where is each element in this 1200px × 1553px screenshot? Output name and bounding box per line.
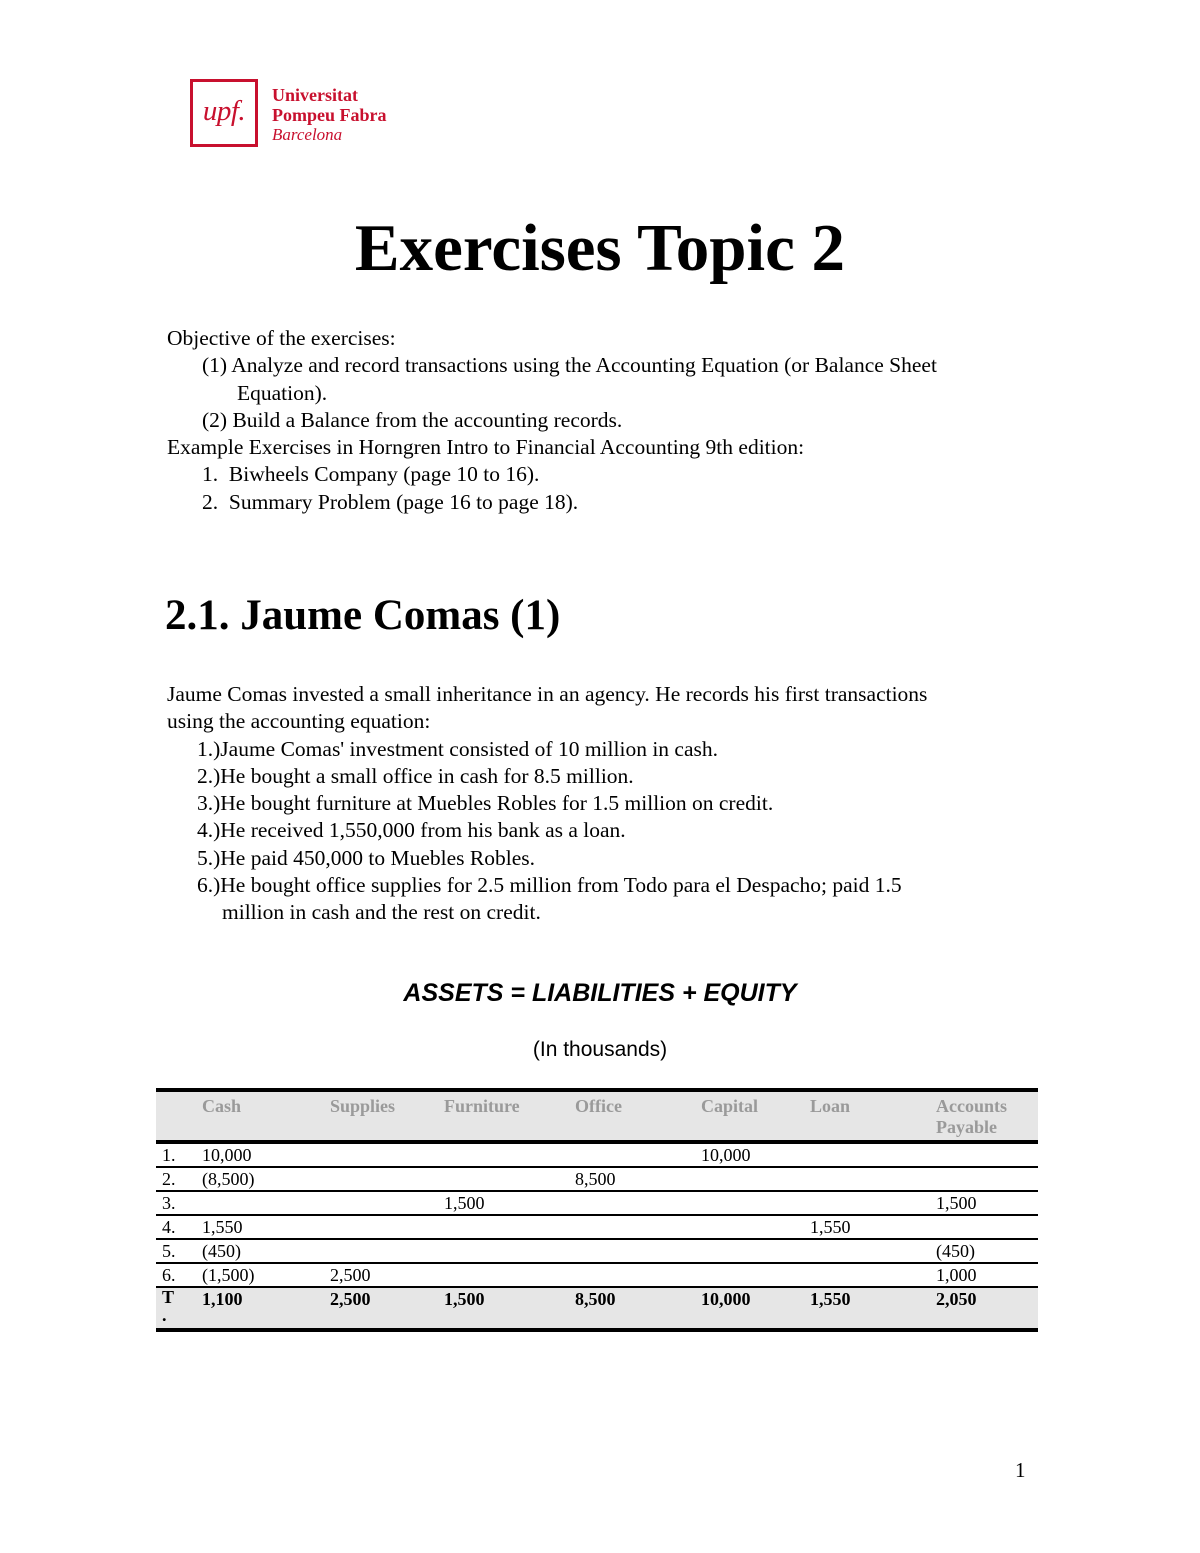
- table-cell: 1,550: [202, 1215, 330, 1239]
- total-cell: 10,000: [701, 1287, 810, 1330]
- table-cell: [810, 1167, 936, 1191]
- table-cell: [444, 1263, 575, 1287]
- table-row: [156, 1167, 1038, 1191]
- table-row: [156, 1263, 1038, 1287]
- table-cell: (450): [936, 1239, 1038, 1263]
- table-cell: [701, 1239, 810, 1263]
- logo-mark: upf.: [202, 94, 246, 127]
- table-cell: [701, 1263, 810, 1287]
- document-title: Exercises Topic 2: [354, 211, 846, 285]
- table-cell: [810, 1191, 936, 1215]
- table-cell: [202, 1191, 330, 1215]
- total-cell: 1,500: [444, 1287, 575, 1330]
- transactions-table: [156, 1088, 1038, 1332]
- row-index-cell: 5.: [156, 1239, 202, 1263]
- total-label-cell: T .: [156, 1287, 202, 1330]
- table-cell: [330, 1167, 444, 1191]
- header-furniture: Furniture: [444, 1096, 520, 1116]
- table-cell: [936, 1142, 1038, 1167]
- table-cell: [444, 1167, 575, 1191]
- table-cell: [936, 1215, 1038, 1239]
- table-cell: 10,000: [202, 1142, 330, 1167]
- table-row: [156, 1215, 1038, 1239]
- step-1: 1.)Jaume Comas' investment consisted of 10 million in cash.: [197, 736, 718, 761]
- step-6-cont: million in cash and the rest on credit.: [222, 900, 541, 925]
- objective-item-2: (2) Build a Balance from the accounting records.: [202, 407, 623, 432]
- table-cell: (450): [202, 1239, 330, 1263]
- step-2: 2.)He bought a small office in cash for 8.5 million.: [197, 763, 634, 788]
- table-cell: (1,500): [202, 1263, 330, 1287]
- page-number: 1: [1015, 1458, 1026, 1482]
- objective-heading: Objective of the exercises:: [167, 326, 396, 350]
- units-note: (In thousands): [532, 1038, 668, 1061]
- examples-heading: Example Exercises in Horngren Intro to Financial Accounting 9th edition:: [167, 435, 805, 460]
- table-cell: [575, 1239, 701, 1263]
- table-row: [156, 1191, 1038, 1215]
- table-cell: [810, 1239, 936, 1263]
- problem-statement: [167, 681, 1067, 927]
- header-supplies: Supplies: [330, 1096, 396, 1116]
- table-cell: [701, 1167, 810, 1191]
- row-index-cell: 6.: [156, 1263, 202, 1287]
- objective-block: [167, 325, 1067, 516]
- step-3: 3.)He bought furniture at Muebles Robles for 1.5 million on credit.: [197, 791, 774, 816]
- table-cell: 8,500: [575, 1167, 701, 1191]
- table-cell: [444, 1142, 575, 1167]
- table-cell: 1,500: [936, 1191, 1038, 1215]
- accounting-equation: ASSETS = LIABILITIES + EQUITY: [403, 979, 797, 1007]
- table-cell: [810, 1142, 936, 1167]
- table-cell: 10,000: [701, 1142, 810, 1167]
- table-row: [156, 1239, 1038, 1263]
- table-cell: [810, 1263, 936, 1287]
- table-cell: [330, 1142, 444, 1167]
- objective-item-1-cont: Equation).: [237, 380, 328, 405]
- table-cell: [575, 1263, 701, 1287]
- table-cell: 1,550: [810, 1215, 936, 1239]
- header-cash: Cash: [202, 1096, 242, 1116]
- table-cell: [444, 1215, 575, 1239]
- header-capital: Capital: [701, 1096, 759, 1116]
- table-header: [156, 1090, 1038, 1142]
- row-index-cell: 2.: [156, 1167, 202, 1191]
- header-accounts-payable: Accounts Payable: [936, 1096, 1007, 1137]
- logo-line-1: Universitat: [272, 85, 358, 105]
- table-cell: 2,500: [330, 1263, 444, 1287]
- logo-line-2: Pompeu Fabra: [272, 105, 387, 125]
- total-cell: 2,050: [936, 1287, 1038, 1330]
- table-cell: [444, 1239, 575, 1263]
- university-logo: [190, 79, 420, 151]
- table-total-row: [156, 1287, 1038, 1330]
- header-loan: Loan: [810, 1096, 851, 1116]
- row-index-cell: 3.: [156, 1191, 202, 1215]
- intro-line-2: using the accounting equation:: [167, 709, 431, 734]
- logo-line-3: Barcelona: [272, 125, 343, 144]
- table-cell: (8,500): [202, 1167, 330, 1191]
- example-item-1: 1. Biwheels Company (page 10 to 16).: [202, 462, 540, 487]
- header-office: Office: [575, 1096, 622, 1116]
- table-cell: 1,000: [936, 1263, 1038, 1287]
- header-cell-index: [156, 1090, 202, 1142]
- row-index-cell: 1.: [156, 1142, 202, 1167]
- step-5: 5.)He paid 450,000 to Muebles Robles.: [197, 845, 535, 870]
- objective-item-1: (1) Analyze and record transactions using the Accounting Equation (or Balance Sheet: [202, 353, 937, 378]
- table-cell: [936, 1167, 1038, 1191]
- table-cell: [330, 1239, 444, 1263]
- table-cell: [330, 1215, 444, 1239]
- table-cell: [575, 1142, 701, 1167]
- example-item-2: 2. Summary Problem (page 16 to page 18).: [202, 489, 579, 514]
- total-cell: 8,500: [575, 1287, 701, 1330]
- row-index-cell: 4.: [156, 1215, 202, 1239]
- table-cell: [330, 1191, 444, 1215]
- total-cell: 1,100: [202, 1287, 330, 1330]
- table-cell: [575, 1191, 701, 1215]
- table-row: [156, 1142, 1038, 1167]
- logo-wordmark: [272, 85, 387, 145]
- logo-mark-box: [190, 79, 258, 147]
- table-cell: [575, 1215, 701, 1239]
- step-6: 6.)He bought office supplies for 2.5 million from Todo para el Despacho; paid 1.5: [197, 873, 902, 898]
- total-cell: 1,550: [810, 1287, 936, 1330]
- intro-line-1: Jaume Comas invested a small inheritance in an agency. He records his first transactions: [167, 682, 928, 706]
- table-cell: 1,500: [444, 1191, 575, 1215]
- table-cell: [701, 1215, 810, 1239]
- table-body: [156, 1142, 1038, 1330]
- table-cell: [701, 1191, 810, 1215]
- total-cell: 2,500: [330, 1287, 444, 1330]
- step-4: 4.)He received 1,550,000 from his bank as a loan.: [197, 818, 626, 843]
- section-title: 2.1. Jaume Comas (1): [165, 592, 561, 639]
